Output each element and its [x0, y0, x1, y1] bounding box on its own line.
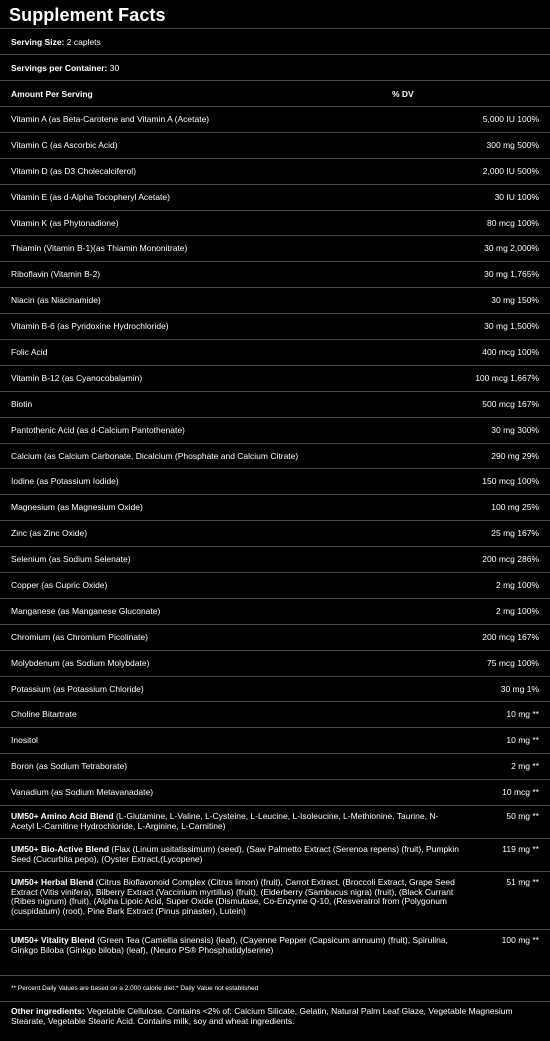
nutrient-name: Vitamin B-12 (as Cyanocobalamin): [11, 372, 143, 383]
nutrient-amount: 30 mg 150%: [491, 295, 539, 306]
nutrient-name: Zinc (as Zinc Oxide): [11, 528, 88, 539]
blend-name: UM50+ Vitality Blend: [11, 935, 95, 946]
blend-name: UM50+ Amino Acid Blend: [11, 811, 114, 822]
nutrient-name: Inositol: [11, 735, 38, 746]
nutrient-amount: 100 mg 25%: [491, 502, 539, 513]
serving-size-value: 2 caplets: [66, 37, 101, 47]
nutrient-name: Molybdenum (as Sodium Molybdate): [11, 657, 150, 668]
nutrient-row: [0, 132, 550, 158]
nutrient-amount: 150 mcg 100%: [482, 476, 539, 487]
nutrient-amount: 400 mcg 100%: [482, 347, 539, 358]
nutrient-name: Vitamin B-6 (as Pyridoxine Hydrochloride): [11, 321, 169, 332]
nutrient-amount: 30 mg 300%: [491, 424, 539, 435]
nutrient-amount: 30 mg 2,000%: [484, 243, 539, 254]
nutrient-name: Manganese (as Manganese Gluconate): [11, 605, 161, 616]
blend-row: [0, 805, 550, 838]
panel-title: Supplement Facts: [9, 5, 166, 25]
nutrient-row: [0, 779, 550, 805]
nutrient-amount: 100 mcg 1,667%: [475, 372, 539, 383]
nutrient-row: [0, 727, 550, 753]
nutrient-name: Thiamin (Vitamin B-1)(as Thiamin Mononitrate): [11, 243, 188, 254]
other-ingredients-text: Vegetable Cellulose. Contains <2% of: Calcium Silicate, Gelatin, Natural Palm Leaf Glaze, Vegetable Magnesium Stearate, Vegetable Stearic Acid. Contains milk, soy and wheat ingredients.: [11, 1006, 513, 1026]
nutrient-row: [0, 676, 550, 702]
nutrient-row: [0, 650, 550, 676]
nutrient-row: [0, 417, 550, 443]
nutrient-amount: 30 mg 1,765%: [484, 269, 539, 280]
blend-description: [0, 930, 550, 955]
blend-ingredients: (L-Glutamine, L-Valine, L-Cysteine, L-Leucine, L-Isoleucine, L-Methionine, Taurine, N-Acetyl L-Carnitine Hydrochloride, L-Arginine, L-Carnitine): [11, 811, 439, 831]
nutrient-name: Vitamin E (as d-Alpha Tocopheryl Acetate): [11, 191, 170, 202]
blend-row: [0, 838, 550, 871]
nutrient-row: [0, 546, 550, 572]
nutrient-amount: 10 mcg **: [502, 787, 539, 798]
other-ingredients-label: Other ingredients:: [11, 1006, 85, 1017]
nutrient-name: Biotin: [11, 398, 33, 409]
blend-amount: 119 mg **: [502, 844, 539, 855]
blend-amount: 51 mg **: [506, 877, 539, 888]
nutrient-name: Pantothenic Acid (as d-Calcium Pantothenate): [11, 424, 185, 435]
nutrient-amount: 200 mcg 286%: [482, 554, 539, 565]
blend-row: [0, 929, 550, 975]
nutrient-amount: 10 mg **: [506, 735, 539, 746]
nutrient-row: [0, 235, 550, 261]
other-ingredients: [0, 1001, 550, 1041]
nutrient-name: Magnesium (as Magnesium Oxide): [11, 502, 143, 513]
nutrient-name: Calcium (as Calcium Carbonate, Dicalcium (Phosphate and Calcium Citrate): [11, 450, 299, 461]
nutrient-amount: 25 mg 167%: [491, 528, 539, 539]
blend-amount: 50 mg **: [506, 811, 539, 822]
nutrient-name: Vanadium (as Sodium Metavanadate): [11, 787, 154, 798]
nutrient-name: Vitamin C (as Ascorbic Acid): [11, 139, 118, 150]
nutrient-name: Niacin (as Niacinamide): [11, 295, 101, 306]
nutrient-row: [0, 210, 550, 236]
nutrient-amount: 75 mcg 100%: [487, 657, 539, 668]
table-header: [0, 80, 550, 106]
nutrient-name: Boron (as Sodium Tetraborate): [11, 761, 128, 772]
nutrient-name: Vitamin A (as Beta-Carotene and Vitamin A (Acetate): [11, 114, 210, 124]
nutrient-row: [0, 520, 550, 546]
nutrient-name: Riboflavin (Vitamin B-2): [11, 269, 101, 280]
servings-per-container-label: Servings per Container:: [11, 63, 108, 73]
nutrient-row: [0, 494, 550, 520]
nutrient-row: [0, 365, 550, 391]
nutrient-amount: 300 mg 500%: [486, 139, 539, 150]
blend-name: UM50+ Herbal Blend: [11, 877, 94, 888]
nutrient-name: Iodine (as Potassium Iodide): [11, 476, 119, 487]
daily-value-header: % DV: [392, 89, 414, 99]
blend-list: [0, 805, 550, 975]
nutrient-amount: 2 mg 100%: [496, 605, 539, 616]
servings-per-container-row: [0, 54, 550, 80]
amount-per-serving-header: Amount Per Serving: [11, 89, 93, 99]
nutrient-amount: 10 mg **: [506, 709, 539, 720]
nutrient-amount: 30 mg 1,500%: [484, 321, 539, 332]
nutrient-name: Vitamin K (as Phytonadione): [11, 217, 119, 228]
nutrient-name: Copper (as Cupric Oxide): [11, 580, 108, 591]
nutrient-list: [0, 106, 550, 805]
blend-row: [0, 871, 550, 929]
nutrient-row: [0, 158, 550, 184]
nutrient-row: [0, 468, 550, 494]
nutrient-row: [0, 261, 550, 287]
nutrient-name: Vitamin D (as D3 Cholecalciferol): [11, 165, 137, 176]
blend-description: [0, 872, 550, 916]
nutrient-row: [0, 701, 550, 727]
nutrient-row: [0, 391, 550, 417]
nutrient-row: [0, 339, 550, 365]
nutrient-name: Chromium (as Chromium Picolinate): [11, 631, 148, 642]
nutrient-amount: 30 IU 100%: [494, 191, 539, 202]
nutrient-name: Selenium (as Sodium Selenate): [11, 554, 131, 565]
nutrient-amount: 2 mg 100%: [496, 580, 539, 591]
nutrient-amount: 290 mg 29%: [491, 450, 539, 461]
servings-per-container-value: 30: [109, 63, 120, 73]
nutrient-amount: 2,000 IU 500%: [482, 165, 539, 176]
serving-size-label: Serving Size:: [11, 37, 65, 47]
nutrient-row: [0, 598, 550, 624]
nutrient-amount: 2 mg **: [511, 761, 539, 772]
nutrient-row: [0, 184, 550, 210]
nutrient-row: [0, 313, 550, 339]
blend-ingredients: (Citrus Bioflavonoid Complex (Citrus limon) (fruit), Carrot Extract, (Broccoli Extract, Grape Seed Extract (Vitis vinifera), Bilberry Extract (Vaccinium myrtillus) (fruit), (Elderberry (Sambucus nigra) (fruit), (Black Currant (Ribes nigrum) (fruit), (Alpha Lipoic Acid, Super Oxide (Dismutase, Co-Enzyme Q-10, (Resveratrol from (Polygonum (cuspidatum) (root), Pine Bark Extract (Pinus pinaster), Lutein): [11, 877, 455, 916]
nutrient-amount: 30 mg 1%: [500, 683, 539, 694]
nutrient-name: Folic Acid: [11, 347, 48, 358]
nutrient-amount: 500 mcg 167%: [482, 398, 539, 409]
blend-description: [0, 839, 550, 864]
nutrient-amount: 5,000 IU 100%: [482, 114, 539, 124]
nutrient-amount: 80 mcg 100%: [487, 217, 539, 228]
nutrient-row: [0, 443, 550, 469]
nutrient-row: [0, 106, 550, 132]
nutrient-row: [0, 572, 550, 598]
nutrient-amount: 200 mcg 167%: [482, 631, 539, 642]
nutrient-row: [0, 753, 550, 779]
nutrient-name: Potassium (as Potassium Chloride): [11, 683, 144, 694]
serving-size-row: [0, 28, 550, 54]
nutrient-name: Choline Bitartrate: [11, 709, 77, 720]
blend-ingredients: (Flax (Linum usitatissimum) (seed), (Saw Palmetto Extract (Serenoa repens) (fruit), Pumpkin Seed (Cucurbita pepo), (Oyster Extract,(Lycopene): [11, 844, 460, 864]
nutrient-row: [0, 287, 550, 313]
nutrient-row: [0, 624, 550, 650]
footnote: ** Percent Daily Values are based on a 2,000 calorie diet.* Daily Value not established: [0, 975, 550, 1001]
blend-ingredients: (Green Tea (Camellia sinensis) (leaf), (Cayenne Pepper (Capsicum annuum) (fruit), Spirulina, Ginkgo Biloba (Ginkgo biloba) (leaf), (Neuro PS® Phosphatidylserine): [11, 935, 448, 955]
blend-name: UM50+ Bio-Active Blend: [11, 844, 110, 855]
blend-amount: 100 mg **: [501, 935, 539, 946]
blend-description: [0, 806, 550, 831]
